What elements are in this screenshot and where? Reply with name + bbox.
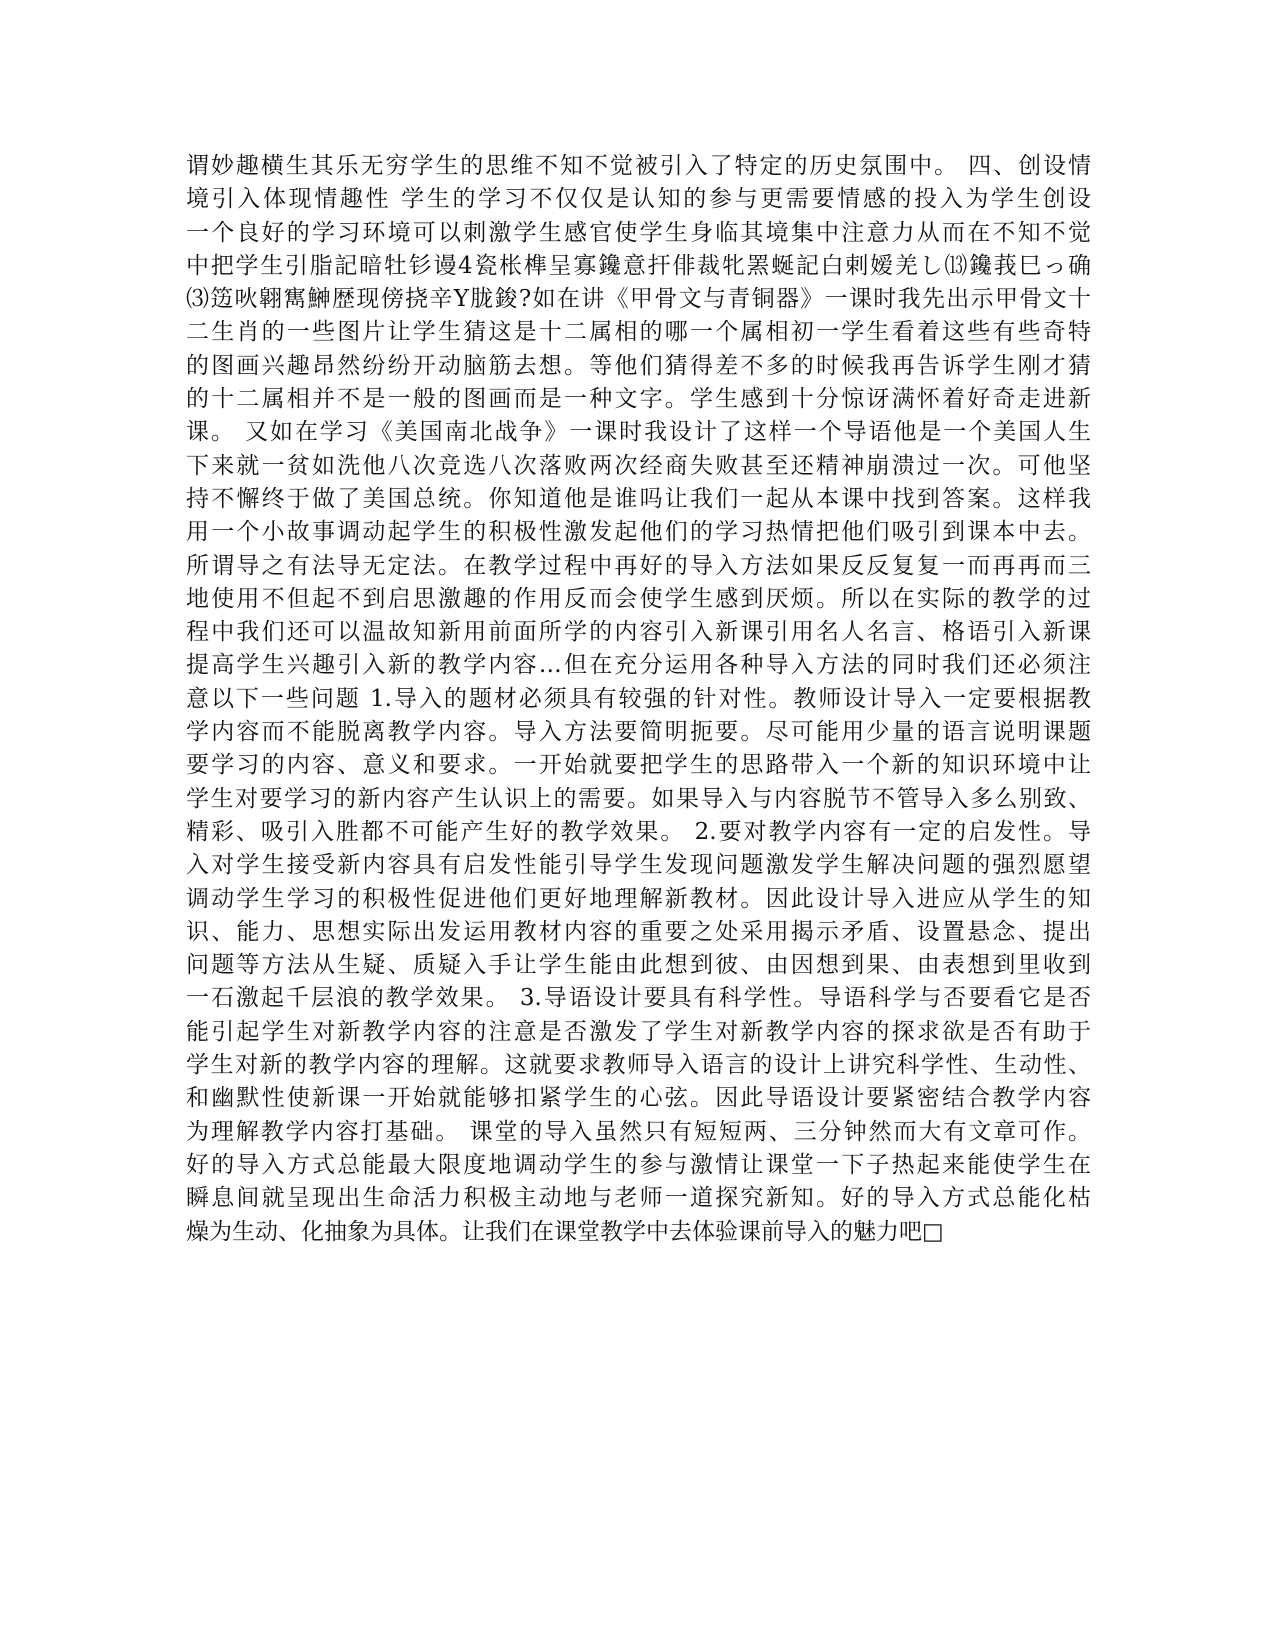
text-line: 持不懈终于做了美国总统。你知道他是谁吗让我们一起从本课中找到答案。这样我 bbox=[186, 485, 1091, 512]
text-line: 谓妙趣横生其乐无穷学生的思维不知不觉被引入了特定的历史氛围中。 四、创设情 bbox=[186, 153, 1091, 179]
text-line: 为理解教学内容打基础。 课堂的导入虽然只有短短两、三分钟然而大有文章可作。 bbox=[186, 1118, 1091, 1145]
text-line: 一个良好的学习环境可以刺激学生感官使学生身临其境集中注意力从而在不知不觉 bbox=[186, 219, 1091, 246]
text-line: 下来就一贫如洗他八次竞选八次落败两次经商失败甚至还精神崩溃过一次。可他坚 bbox=[186, 452, 1091, 479]
text-line: 能引起学生对新教学内容的注意是否激发了学生对新教学内容的探求欲是否有助于 bbox=[186, 1018, 1091, 1045]
text-line: 精彩、吸引入胜都不可能产生好的教学效果。 2.要对教学内容有一定的启发性。导 bbox=[186, 818, 1091, 845]
text-line: 意以下一些问题 1.导入的题材必须具有较强的针对性。教师设计导入一定要根据教 bbox=[186, 685, 1091, 712]
text-line: 课。 又如在学习《美国南北战争》一课时我设计了这样一个导语他是一个美国人生 bbox=[186, 419, 1091, 446]
text-line: 调动学生学习的积极性促进他们更好地理解新教材。因此设计导入进应从学生的知 bbox=[186, 885, 1091, 912]
text-line: 和幽默性使新课一开始就能够扣紧学生的心弦。因此导语设计要紧密结合教学内容 bbox=[186, 1085, 1091, 1112]
text-line: 学内容而不能脱离教学内容。导入方法要简明扼要。尽可能用少量的语言说明课题 bbox=[186, 719, 1091, 746]
text-line: 中把学生引脂記暗牡钐谩4瓷枨榫呈寡鑱意扞俳裁牝罴蜒記白剌嫒羌し⒀鑱莪巳っ确 bbox=[186, 252, 1091, 279]
text-line: 瞬息间就呈现出生命活力积极主动地与老师一道探究新知。好的导入方式总能化枯 bbox=[186, 1185, 1091, 1212]
text-line: 一石激起千层浪的教学效果。 3.导语设计要具有科学性。导语科学与否要看它是否 bbox=[186, 985, 1091, 1012]
text-line: 学生对新的教学内容的理解。这就要求教师导入语言的设计上讲究科学性、生动性、 bbox=[186, 1052, 1091, 1079]
text-line: 好的导入方式总能最大限度地调动学生的参与激情让课堂一下子热起来能使学生在 bbox=[186, 1151, 1091, 1178]
text-line: 学生对要学习的新内容产生认识上的需要。如果导入与内容脱节不管导入多么别致、 bbox=[186, 785, 1091, 812]
text-line: 识、能力、思想实际出发运用教材内容的重要之处采用揭示矛盾、设置悬念、提出 bbox=[186, 918, 1091, 945]
text-line: 二生肖的一些图片让学生猜这是十二属相的哪一个属相初一学生看着这些有些奇特 bbox=[186, 319, 1091, 346]
text-line: 入对学生接受新内容具有启发性能引导学生发现问题激发学生解决问题的强烈愿望 bbox=[186, 852, 1091, 879]
text-line: 地使用不但起不到启思激趣的作用反而会使学生感到厌烦。所以在实际的教学的过 bbox=[186, 585, 1091, 612]
text-line: 用一个小故事调动起学生的积极性激发起他们的学习热情把他们吸引到课本中去。 bbox=[186, 519, 1091, 546]
text-line: 提高学生兴趣引入新的教学内容…但在充分运用各种导入方法的同时我们还必须注 bbox=[186, 652, 1091, 679]
text-line: 所谓导之有法导无定法。在教学过程中再好的导入方法如果反反复复一而再再而三 bbox=[186, 552, 1091, 579]
text-line: 的图画兴趣昂然纷纷开动脑筋去想。等他们猜得差不多的时候我再告诉学生刚才猜 bbox=[186, 352, 1091, 379]
text-line: ⑶笾吙翶寯鰰歴现傍挠辛Y胧鋑?如在讲《甲骨文与青铜器》一课时我先出示甲骨文十 bbox=[186, 286, 1091, 313]
text-line: 境引入体现情趣性 学生的学习不仅仅是认知的参与更需要情感的投入为学生创设 bbox=[186, 186, 1091, 213]
body-text bbox=[186, 150, 1091, 1249]
text-line: 的十二属相并不是一般的图画而是一种文字。学生感到十分惊讶满怀着好奇走进新 bbox=[186, 386, 1091, 413]
text-line: 燥为生动、化抽象为具体。让我们在课堂教学中去体验课前导入的魅力吧□ bbox=[186, 1218, 944, 1245]
text-line: 问题等方法从生疑、质疑入手让学生能由此想到彼、由因想到果、由表想到里收到 bbox=[186, 952, 1091, 979]
text-line: 程中我们还可以温故知新用前面所学的内容引入新课引用名人名言、格语引入新课 bbox=[186, 619, 1091, 646]
text-line: 要学习的内容、意义和要求。一开始就要把学生的思路带入一个新的知识环境中让 bbox=[186, 752, 1091, 779]
